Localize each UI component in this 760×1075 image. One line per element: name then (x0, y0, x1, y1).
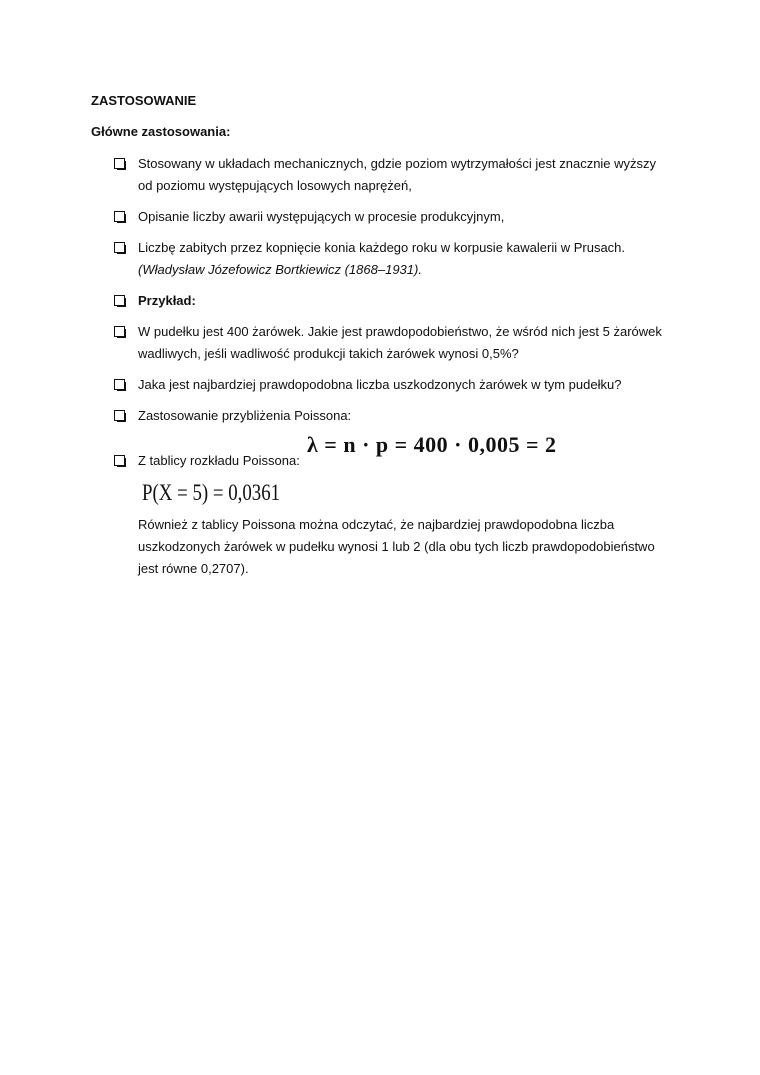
list-item (114, 290, 674, 312)
list-item (114, 153, 674, 197)
subsection-title: Główne zastosowania: (91, 124, 231, 139)
citation: (Władysław Józefowicz Bortkiewicz (1868–1931). (138, 262, 422, 277)
lambda-formula: λ = n · p = 400 · 0,005 = 2 (307, 432, 557, 457)
list-item-text: Opisanie liczby awarii występujących w procesie produkcyjnym, (138, 209, 505, 224)
checkbox-bullet-icon (114, 242, 125, 253)
checkbox-bullet-icon (114, 410, 125, 421)
checkbox-bullet-icon (114, 326, 125, 337)
checkbox-bullet-icon (114, 379, 125, 390)
checkbox-bullet-icon (114, 158, 125, 169)
list-item-text: Zastosowanie przybliżenia Poissona: (138, 408, 352, 423)
list-item (114, 374, 674, 396)
conclusion-paragraph: Również z tablicy Poissona można odczytać, że najbardziej prawdopodobna liczba uszkodzonych żarówek w pudełku wynosi 1 lub 2 (dla obu tych liczb prawdopodobieństwo jest równe 0,2707). (138, 517, 655, 576)
checkbox-bullet-icon (114, 295, 125, 306)
list-item-text: Liczbę zabitych przez kopnięcie konia każdego roku w korpusie kawalerii w Prusach. (138, 240, 626, 255)
checkbox-bullet-icon (114, 455, 125, 466)
example-label: Przykład: (138, 293, 196, 308)
probability-formula: P(X = 5) = 0,0361 (142, 480, 281, 505)
list-item-text: Jaka jest najbardziej prawdopodobna liczba uszkodzonych żarówek w tym pudełku? (138, 377, 622, 392)
list-item (114, 432, 674, 476)
checkbox-bullet-icon (114, 211, 125, 222)
list-item (114, 405, 674, 427)
section-title: ZASTOSOWANIE (91, 93, 197, 108)
list-item (114, 237, 674, 281)
list-item (114, 206, 674, 228)
list-item (114, 321, 674, 365)
list-item-text: Z tablicy rozkładu Poissona: (138, 453, 300, 468)
list-item-text: W pudełku jest 400 żarówek. Jakie jest prawdopodobieństwo, że wśród nich jest 5 żarówek wadliwych, jeśli wadliwość produkcji takich żarówek wynosi 0,5%? (138, 324, 662, 361)
list-item-text: Stosowany w układach mechanicznych, gdzie poziom wytrzymałości jest znacznie wyższy od poziomu występujących losowych naprężeń, (138, 156, 657, 193)
bullet-list (114, 153, 674, 580)
